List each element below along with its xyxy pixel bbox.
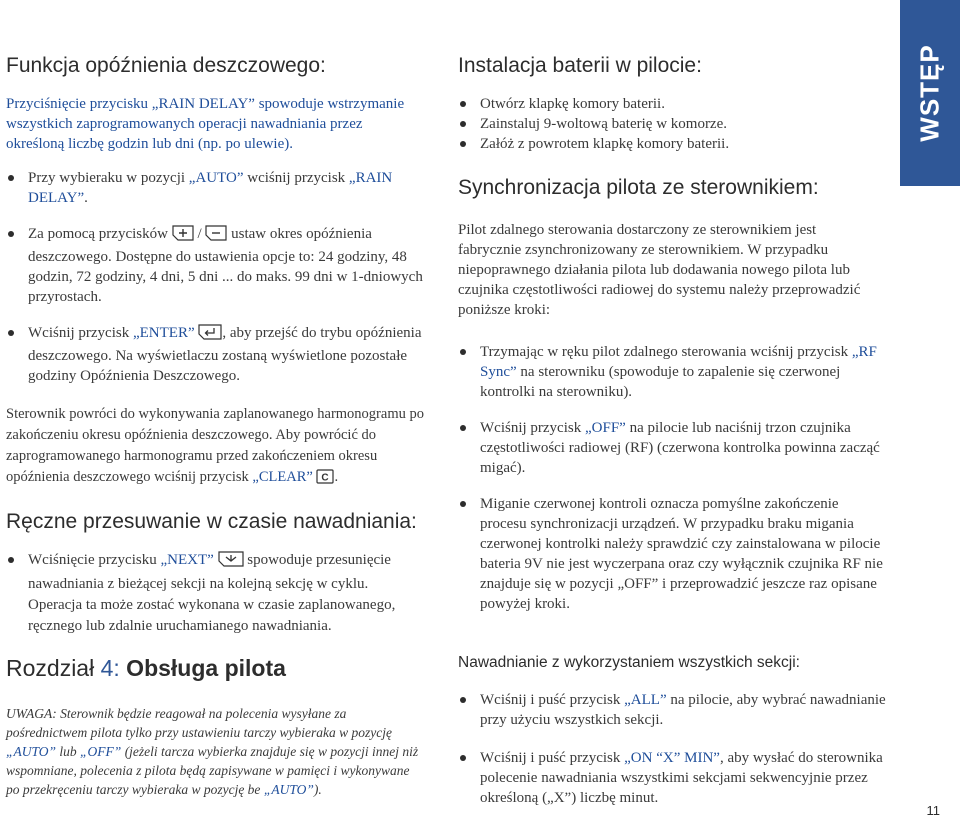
- sync-step-confirm: Miganie czerwonej kontroli oznacza pomyślne zakończenie procesu synchronizacji urządzeń. W przypadku braku migania czerwonej kontrolki należy sprawdzić czy zainstalowana w pilocie bateria 9V nie jest wyczerpana oraz czy wyłącznik czujnika RF nie znajduje się w pozycji „OFF” i przeprowadzić jeszcze raz opisane powyżej kroki.: [458, 494, 886, 614]
- resume-schedule-paragraph: [6, 404, 424, 491]
- next-ref: „NEXT”: [160, 552, 214, 568]
- all-ref: „ALL”: [624, 692, 667, 708]
- battery-step: Otwórz klapkę komory baterii.: [458, 94, 878, 114]
- step-auto-text-2: wciśnij przycisk: [243, 170, 349, 186]
- section-tab: [900, 0, 960, 186]
- note-auto-ref: „AUTO”: [6, 744, 57, 759]
- step-auto-end: .: [84, 190, 88, 206]
- step-next-text: Wciśnięcie przycisku: [28, 552, 161, 568]
- sync-steps: [458, 342, 886, 614]
- next-button-icon: [218, 551, 244, 574]
- step-next-text-2: spowoduje przesunięcie nawadniania z bieżącej sekcji na kolejną sekcję w cyklu. Operacja ta może zostać wykonana w czasie zaplanowanego, ręcznego lub zdalnie uruchamianego nawadniania.: [28, 552, 396, 634]
- remote-note: [6, 704, 424, 799]
- sync-heading: Synchronizacja pilota ze sterownikiem:: [458, 176, 819, 199]
- step-auto-text: Przy wybieraku w pozycji: [28, 170, 189, 186]
- chapter-label: Rozdział: [6, 655, 101, 681]
- all-zones-heading: Nawadnianie z wykorzystaniem wszystkich sekcji:: [458, 654, 800, 671]
- manual-advance-steps: [6, 550, 426, 637]
- rain-delay-heading: Funkcja opóźnienia deszczowego:: [6, 54, 326, 77]
- zones-step-on-x-text-2: , aby wysłać do sterownika polecenie nawadniania wszystkimi sekcjami sekwencyjnie przez określoną („X”) liczbę minut.: [480, 750, 883, 806]
- note-auto-ref-2: „AUTO”: [263, 782, 314, 797]
- step-adjust: [6, 224, 426, 307]
- battery-step: Załóż z powrotem klapkę komory baterii.: [458, 134, 878, 154]
- zones-step-all: [458, 690, 886, 730]
- step-auto: [6, 168, 426, 208]
- rain-delay-button-ref: „RAIN DELAY”: [151, 96, 255, 112]
- battery-step: Zainstaluj 9-woltową baterię w komorze.: [458, 114, 878, 134]
- svg-text:C: C: [321, 472, 330, 484]
- battery-heading: Instalacja baterii w pilocie:: [458, 54, 702, 77]
- step-adjust-text: Za pomocą przycisków: [28, 226, 172, 242]
- step-next: [6, 550, 426, 637]
- step-enter-text: Wciśnij przycisk: [28, 325, 133, 341]
- enter-ref: „ENTER”: [132, 325, 195, 341]
- chapter-title: Obsługa pilota: [119, 655, 286, 681]
- on-x-min-ref: „ON “X” MIN”: [624, 750, 720, 766]
- plus-button-icon: [172, 225, 194, 247]
- zones-step-all-text-2: na pilocie, aby wybrać nawadnianie przy użyciu wszystkich sekcji.: [480, 692, 886, 728]
- rain-delay-ref: „RAIN DELAY”: [28, 170, 393, 206]
- note-text: UWAGA: Sterownik będzie reagował na polecenia wysyłane za pośrednictwem pilota tylko przy ustawieniu tarczy wybieraka w pozycję: [6, 706, 392, 740]
- step-enter: [6, 323, 426, 386]
- minus-button-icon: [205, 225, 227, 247]
- zones-step-on-x: [458, 748, 886, 808]
- off-ref: „OFF”: [584, 420, 626, 436]
- chapter-heading: [6, 656, 286, 680]
- sync-step-off-text: Wciśnij przycisk: [480, 420, 585, 436]
- sync-step-off: [458, 418, 886, 478]
- note-off-ref: „OFF”: [80, 744, 122, 759]
- section-tab-label: WSTĘP: [914, 44, 945, 142]
- resume-text: Sterownik powróci do wykonywania zaplanowanego harmonogramu po zakończeniu okresu opóźnienia deszczowego. Aby powrócić do zaprogramowanego harmonogramu przed zakończeniem okresu opóźnienia deszczowego wciśnij przycisk: [6, 406, 424, 485]
- slash-separator: /: [193, 226, 206, 242]
- zones-step-on-x-text: Wciśnij i puść przycisk: [480, 750, 625, 766]
- sync-step-off-text-2: na pilocie lub naciśnij trzon czujnika częstotliwości radiowej (RF) (czerwona kontrolka powinna zacząć migać).: [480, 420, 880, 476]
- clear-ref: „CLEAR”: [252, 469, 313, 485]
- auto-position-ref: „AUTO”: [188, 170, 244, 186]
- enter-button-icon: [198, 324, 222, 346]
- sync-intro: Pilot zdalnego sterowania dostarczony ze sterownikiem jest fabrycznie zsynchronizowany ze sterownikiem. W przypadku niepoprawnego działania pilota lub dodawania nowego pilota lub czujnika częstotliwości radiowej do systemu należy przeprowadzić poniższe kroki:: [458, 222, 861, 318]
- all-zones-steps: [458, 690, 886, 808]
- intro-text-2: spowoduje wstrzymanie wszystkich zaprogramowanych operacji nawadniania przez określoną liczbę godzin lub dni (np. po ulewie).: [6, 96, 405, 152]
- sync-step-rf: [458, 342, 886, 402]
- intro-text-1: Przyciśnięcie przycisku: [6, 96, 152, 112]
- manual-advance-heading: Ręczne przesuwanie w czasie nawadniania:: [6, 510, 417, 533]
- step-enter-text-2: , aby przejść do trybu opóźnienia deszczowego. Na wyświetlaczu zostaną wyświetlone pozostałe godziny Opóźnienia Deszczowego.: [28, 325, 422, 384]
- step-adjust-text-2: ustaw okres opóźnienia deszczowego. Dostępne do ustawienia opcje to: 24 godziny, 48 godzin, 72 godziny, 4 dni, 5 dni ... do maks. 99 dni w 1-dniowych przyrostach.: [28, 226, 423, 305]
- resume-end: .: [334, 469, 339, 485]
- page-number: 11: [926, 803, 940, 818]
- sync-step-rf-text: Trzymając w ręku pilot zdalnego sterowania wciśnij przycisk: [480, 344, 852, 360]
- note-text-3: (jeżeli tarcza wybierka znajduje się w pozycji innej niż wspomniane, polecenia z pilota będą zapisywane w pamięci i wykonywane po przekręceniu tarczy wybieraka w pozycję be: [6, 744, 419, 797]
- chapter-number: 4:: [100, 655, 120, 681]
- clear-button-icon: [316, 469, 334, 491]
- rf-sync-ref: „RF Sync”: [480, 344, 877, 380]
- zones-step-all-text: Wciśnij i puść przycisk: [480, 692, 625, 708]
- rain-delay-steps: [6, 168, 426, 386]
- rain-delay-intro: [6, 94, 416, 154]
- battery-steps: [458, 94, 878, 154]
- note-end: ).: [313, 782, 322, 797]
- note-text-2: lub: [56, 744, 81, 759]
- sync-step-rf-text-2: na sterowniku (spowoduje to zapalenie się czerwonej kontrolki na sterowniku).: [480, 364, 841, 400]
